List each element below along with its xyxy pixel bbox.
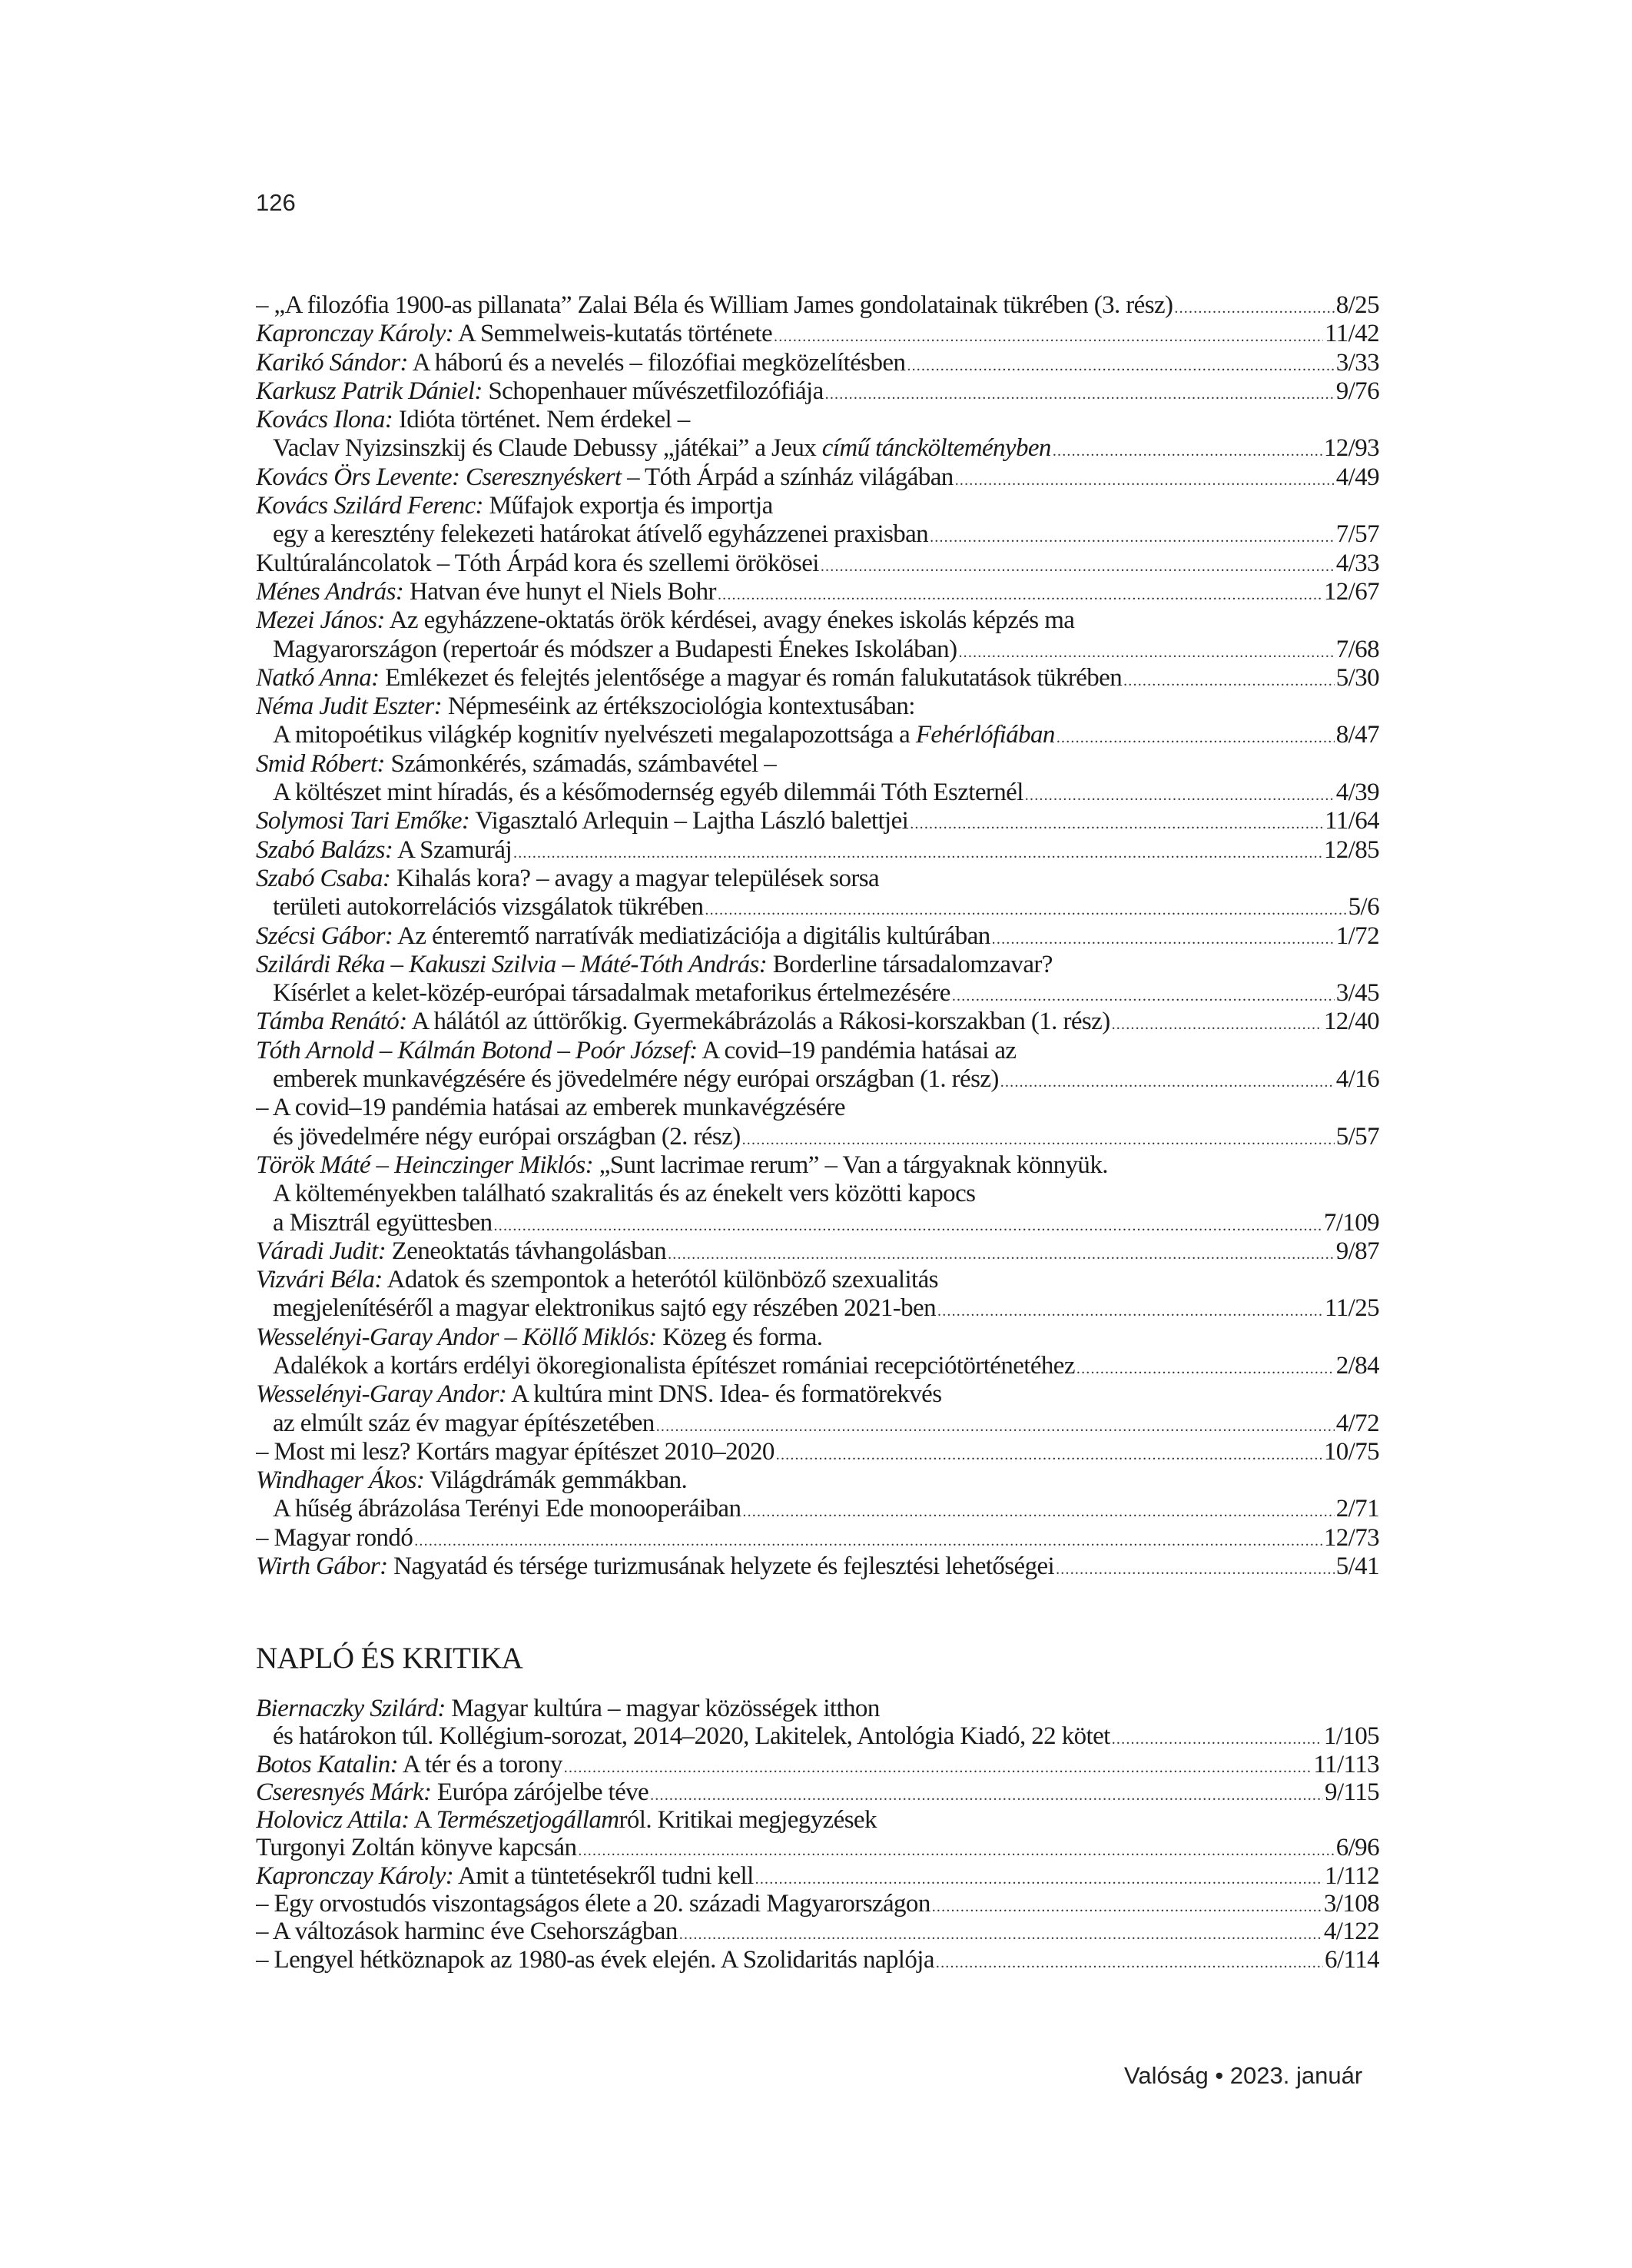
entry-title: – Lengyel hétköznapok az 1980-as évek elején. A Szolidaritás naplója [256, 1945, 934, 1974]
entry-text [256, 1323, 822, 1352]
entry-title: Magyarországon (repertoár és módszer a Budapesti Énekes Iskolában) [273, 635, 957, 663]
dot-leader [1056, 724, 1335, 749]
entry-text [256, 1722, 1110, 1750]
entry-issue-page: 11/64 [1325, 807, 1379, 835]
entry-author: Smid Róbert: [256, 749, 385, 778]
entry-title: A hálától az úttörőkig. Gyermekábrázolás a Rákosi-korszakban (1. rész) [406, 1008, 1110, 1036]
toc-entry [256, 406, 1379, 434]
entry-text [256, 520, 928, 549]
toc-entry [256, 434, 1379, 463]
dot-leader [1174, 294, 1334, 320]
toc-entry [256, 1294, 1379, 1323]
entry-title: – A covid–19 pandémia hatásai az emberek munkavégzésére [256, 1094, 845, 1122]
entry-author: Támba Renátó: [256, 1008, 407, 1036]
entry-author: Wesselényi-Garay Andor: [256, 1380, 507, 1409]
entry-text [256, 1438, 775, 1466]
dot-leader [958, 639, 1334, 664]
toc-entry [256, 1008, 1379, 1036]
entry-author: Windhager Ákos: [256, 1466, 425, 1495]
entry-text [256, 1862, 754, 1890]
entry-author: Solymosi Tari Emőke: [256, 807, 470, 835]
entry-text [256, 750, 776, 779]
entry-title: A tér és a torony [398, 1750, 562, 1778]
entry-issue-page: 12/93 [1323, 434, 1379, 463]
entry-text [256, 1151, 1108, 1180]
entry-author: Tóth Arnold – Kálmán Botond – Poór József: [256, 1036, 698, 1064]
entry-title: Borderline társadalomzavar? [767, 950, 1053, 978]
entry-title: Vaclav Nyizsinszkij és Claude Debussy „játékai” a Jeux [273, 434, 822, 463]
entry-text [256, 1466, 687, 1495]
dot-leader [742, 1498, 1334, 1523]
entry-issue-page: 7/109 [1323, 1208, 1379, 1237]
entry-author: Wesselényi-Garay Andor – Köllő Miklós: [256, 1323, 657, 1351]
dot-leader [992, 925, 1335, 951]
entry-title: Adatok és szempontok a heterótól különböző szexualitás [382, 1266, 938, 1294]
toc-entry [256, 1466, 1379, 1495]
entry-issue-page: 4/16 [1335, 1065, 1379, 1094]
toc-entry [256, 1352, 1379, 1380]
toc-entry [256, 951, 1379, 979]
entry-text [256, 1524, 413, 1552]
entry-issue-page: 5/6 [1348, 893, 1379, 921]
toc-entry [256, 1834, 1379, 1861]
entry-text [256, 721, 1055, 749]
entry-issue-page: 6/114 [1325, 1945, 1379, 1974]
toc-entry [256, 1380, 1379, 1409]
entry-title: Világdrámák gemmákban. [424, 1466, 688, 1495]
entry-text [256, 1552, 1054, 1581]
toc-entry [256, 1209, 1379, 1237]
toc-entry [256, 979, 1379, 1008]
entry-text [256, 377, 824, 406]
entry-author: Ménes András: [256, 577, 404, 606]
entry-text [256, 1806, 877, 1834]
entry-issue-page: 8/25 [1335, 291, 1379, 319]
dot-leader [650, 1782, 1323, 1806]
dot-leader [936, 1949, 1323, 1974]
toc-entry [256, 1037, 1379, 1065]
toc-entry [256, 1323, 1379, 1352]
entry-issue-page: 10/75 [1323, 1437, 1379, 1466]
toc-entry [256, 1862, 1379, 1890]
entry-issue-page: 11/25 [1325, 1294, 1379, 1323]
dot-leader [1076, 1355, 1335, 1380]
dot-leader [776, 1441, 1322, 1466]
entry-issue-page: 11/42 [1325, 320, 1379, 348]
entry-text [256, 1237, 666, 1266]
entry-title: Amit a tüntetésekről tudni kell [453, 1861, 754, 1890]
entry-text [256, 1834, 576, 1861]
table-of-contents-main [256, 291, 1379, 1581]
toc-entry [256, 1778, 1379, 1806]
section-heading: NAPLÓ ÉS KRITIKA [256, 1642, 523, 1675]
entry-text [256, 779, 1023, 807]
entry-title: Nagyatád és térsége turizmusának helyzete és fejlesztési lehetőségei [387, 1552, 1055, 1581]
dot-leader [1123, 667, 1335, 692]
dot-leader [1000, 1068, 1335, 1094]
toc-entry [256, 893, 1379, 921]
entry-title: Hatvan éve hunyt el Niels Bohr [403, 577, 716, 606]
dot-leader [825, 380, 1335, 406]
entry-text [256, 692, 915, 721]
toc-entry [256, 1890, 1379, 1918]
entry-text [256, 1380, 941, 1409]
entry-title: egy a keresztény felekezeti határokat átívelő egyházzenei praxisban [273, 520, 929, 549]
toc-entry [256, 922, 1379, 951]
entry-issue-page: 12/73 [1323, 1523, 1379, 1552]
entry-text [256, 1778, 648, 1806]
toc-entry [256, 865, 1379, 893]
toc-entry [256, 1410, 1379, 1438]
entry-issue-page: 9/76 [1335, 377, 1379, 405]
entry-title: emberek munkavégzésére és jövedelmére négy európai országban (1. rész) [273, 1065, 999, 1094]
toc-entry [256, 1695, 1379, 1722]
entry-issue-page: 7/68 [1335, 635, 1379, 663]
entry-issue-page: 12/85 [1323, 835, 1379, 864]
toc-entry [256, 807, 1379, 835]
entry-author: Biernaczky Szilárd: [256, 1695, 446, 1722]
entry-text [256, 979, 950, 1008]
entry-title: A költészet mint híradás, és a későmodernség egyéb dilemmái Tóth Eszternél [273, 779, 1023, 807]
entry-title: az elmúlt száz év magyar építészetében [273, 1409, 655, 1437]
entry-text [256, 1037, 1016, 1065]
entry-text [256, 578, 716, 606]
entry-text [256, 606, 1074, 635]
entry-author: Kovács Szilárd Ferenc: [256, 492, 483, 520]
toc-entry [256, 750, 1379, 779]
entry-title: Számonkérés, számadás, számbavétel – [384, 749, 777, 778]
toc-entry [256, 1438, 1379, 1466]
entry-author: Török Máté – Heinczinger Miklós: [256, 1151, 594, 1179]
toc-entry [256, 1237, 1379, 1266]
dot-leader [774, 323, 1323, 348]
entry-text [256, 1495, 741, 1523]
toc-entry [256, 520, 1379, 549]
entry-issue-page: 4/39 [1335, 779, 1379, 807]
entry-title: Kultúraláncolatok – Tóth Árpád kora és szellemi örökösei [256, 549, 819, 577]
entry-author: Wirth Gábor: [256, 1552, 388, 1581]
entry-author: Kapronczay Károly: [256, 320, 454, 348]
entry-text [256, 1918, 678, 1945]
dot-leader [1056, 1556, 1335, 1581]
toc-entry [256, 836, 1379, 865]
entry-text [256, 1946, 934, 1974]
dot-leader [955, 467, 1335, 492]
entry-title: A covid–19 pandémia hatásai az [697, 1036, 1017, 1064]
toc-entry [256, 1266, 1379, 1294]
entry-text [256, 1294, 936, 1323]
entry-text [256, 1209, 493, 1237]
entry-title: A háború és a nevelés – filozófiai megközelítésben [407, 348, 906, 377]
entry-text [256, 434, 1051, 463]
entry-issue-page: 11/113 [1313, 1750, 1379, 1778]
entry-text [256, 291, 1173, 320]
entry-title: Magyar kultúra – magyar közösségek itthon [445, 1695, 880, 1722]
entry-author: Szécsi Gábor: [256, 921, 393, 950]
entry-title: a Misztrál együttesben [273, 1208, 493, 1237]
entry-issue-page: 1/105 [1323, 1722, 1379, 1751]
entry-title: Kísérlet a kelet-közép-európai társadalmak metaforikus értelmezésére [273, 979, 950, 1008]
dot-leader [1053, 437, 1322, 463]
entry-title: Adalékok a kortárs erdélyi ökoregionalista építészet romániai recepciótörténetéhez [273, 1351, 1075, 1380]
page-number: 126 [256, 189, 296, 216]
toc-entry [256, 377, 1379, 406]
entry-title: Műfajok exportja és importja [483, 492, 773, 520]
toc-entry [256, 1552, 1379, 1581]
entry-title: A [409, 1806, 436, 1835]
entry-author: Karkusz Patrik Dániel: [256, 377, 483, 405]
entry-issue-page: 3/45 [1335, 979, 1379, 1008]
entry-title: Európa zárójelbe téve [431, 1778, 649, 1806]
dot-leader [1112, 1011, 1322, 1036]
dot-leader [821, 553, 1335, 578]
dot-leader [578, 1837, 1334, 1861]
toc-entry [256, 606, 1379, 635]
entry-issue-page: 4/122 [1323, 1918, 1379, 1946]
entry-issue-page: 5/41 [1335, 1552, 1379, 1581]
dot-leader [755, 1865, 1323, 1890]
toc-entry [256, 779, 1379, 807]
entry-author: Cseresnyés Márk: [256, 1778, 432, 1806]
toc-entry [256, 721, 1379, 749]
entry-author: Szilárdi Réka – Kakuszi Szilvia – Máté-Tóth András: [256, 950, 768, 978]
entry-title: – Most mi lesz? Kortárs magyar építészet 2010–2020 [256, 1437, 775, 1466]
entry-issue-page: 5/30 [1335, 663, 1379, 692]
entry-text [256, 1410, 655, 1438]
toc-entry [256, 1524, 1379, 1552]
entry-title: „Sunt lacrimae rerum” – Van a tárgyaknak könnyük. [593, 1151, 1108, 1179]
entry-issue-page: 9/87 [1335, 1237, 1379, 1265]
dot-leader [679, 1921, 1322, 1945]
toc-entry [256, 1065, 1379, 1094]
toc-entry [256, 692, 1379, 721]
entry-title: Természetjogállam [436, 1806, 619, 1835]
entry-author: Karikó Sándor: [256, 348, 408, 377]
table-of-contents-naplo-es-kritika [256, 1695, 1379, 1974]
toc-entry [256, 492, 1379, 520]
dot-leader [937, 1297, 1323, 1323]
dot-leader [932, 1893, 1322, 1918]
dot-leader [656, 1413, 1335, 1438]
entry-title: – Egy orvostudós viszontagságos élete a 20. századi Magyarországon [256, 1890, 930, 1918]
toc-entry [256, 349, 1379, 377]
entry-title: megjelenítéséről a magyar elektronikus sajtó egy részében 2021-ben [273, 1294, 936, 1323]
toc-entry [256, 320, 1379, 348]
entry-title: Vigasztaló Arlequin – Lajtha László balettjei [469, 807, 909, 835]
entry-title: A mitopoétikus világkép kognitív nyelvészeti megalapozottsága a [273, 721, 916, 749]
entry-issue-page: 2/71 [1335, 1495, 1379, 1523]
entry-title: Fehérlófiában [915, 721, 1055, 749]
entry-text [256, 1890, 930, 1918]
dot-leader [1112, 1725, 1322, 1750]
toc-entry [256, 1180, 1379, 1208]
entry-issue-page: 3/108 [1323, 1890, 1379, 1918]
entry-text [256, 1751, 562, 1778]
entry-title: Idióta történet. Nem érdekel – [393, 406, 690, 434]
entry-title: Turgonyi Zoltán könyve kapcsán [256, 1834, 577, 1862]
entry-title: című tánckölteményben [821, 434, 1051, 463]
dot-leader [513, 839, 1322, 865]
toc-entry [256, 1094, 1379, 1122]
entry-issue-page: 4/49 [1335, 463, 1379, 491]
entry-title: – Magyar rondó [256, 1523, 413, 1552]
entry-title: A Semmelweis-kutatás története [453, 320, 773, 348]
toc-entry [256, 664, 1379, 692]
dot-leader [705, 896, 1346, 921]
entry-author: Kovács Örs Levente: [256, 463, 460, 491]
entry-title: Kihalás kora? – avagy a magyar települések sorsa [390, 864, 880, 892]
entry-author: Botos Katalin: [256, 1750, 399, 1778]
dot-leader [742, 1126, 1335, 1151]
toc-entry [256, 463, 1379, 492]
entry-text [256, 893, 703, 921]
entry-issue-page: 2/84 [1335, 1351, 1379, 1380]
dot-leader [414, 1527, 1322, 1552]
entry-title: A kultúra mint DNS. Idea- és formatörekvés [506, 1380, 942, 1409]
entry-title: és jövedelmére négy európai országban (2. rész) [273, 1122, 741, 1151]
entry-text [256, 1695, 880, 1722]
entry-issue-page: 3/33 [1335, 348, 1379, 377]
entry-text [256, 550, 819, 578]
entry-text [256, 664, 1122, 692]
entry-issue-page: 9/115 [1325, 1778, 1379, 1806]
entry-text [256, 406, 690, 434]
footer-publication-date: Valóság • 2023. január [1124, 2062, 1363, 2089]
toc-entry [256, 1751, 1379, 1778]
toc-entry [256, 1123, 1379, 1151]
entry-title: és határokon túl. Kollégium-sorozat, 2014–2020, Lakitelek, Antológia Kiadó, 22 kötet [273, 1722, 1110, 1751]
entry-title: Zeneoktatás távhangolásban [386, 1237, 667, 1265]
toc-entry [256, 1722, 1379, 1750]
dot-leader [910, 810, 1323, 835]
entry-text [256, 807, 908, 835]
entry-text [256, 1123, 741, 1151]
entry-author: Mezei János: [256, 606, 385, 635]
dot-leader [494, 1212, 1322, 1237]
entry-title: – A változások harminc éve Csehországban [256, 1918, 678, 1946]
entry-issue-page: 1/112 [1325, 1861, 1379, 1890]
toc-entry [256, 636, 1379, 664]
entry-title: A Szamuráj [393, 835, 512, 864]
entry-title: Emlékezet és felejtés jelentősége a magyar és román falukutatások tükrében [379, 663, 1123, 692]
entry-title: Közeg és forma. [656, 1323, 823, 1351]
entry-text [256, 636, 957, 664]
entry-issue-page: 4/72 [1335, 1409, 1379, 1437]
entry-text [256, 320, 772, 348]
entry-text [256, 836, 512, 865]
toc-entry [256, 1918, 1379, 1945]
entry-issue-page: 5/57 [1335, 1122, 1379, 1151]
entry-text [256, 1266, 938, 1294]
entry-text [256, 1352, 1075, 1380]
entry-title: ról. Kritikai megjegyzések [619, 1806, 877, 1835]
entry-title: Népmeséink az értékszociológia kontextusában: [442, 692, 915, 721]
entry-issue-page: 7/57 [1335, 520, 1379, 549]
entry-title: – Tóth Árpád a színház világában [621, 463, 954, 491]
dot-leader [668, 1240, 1335, 1266]
entry-issue-page: 6/96 [1335, 1834, 1379, 1862]
entry-text [256, 349, 905, 377]
entry-text [256, 1008, 1110, 1036]
dot-leader [1025, 782, 1335, 807]
entry-author: Kovács Ilona: [256, 406, 393, 434]
entry-text [256, 463, 954, 492]
entry-text [256, 922, 990, 951]
entry-text [256, 865, 879, 893]
entry-title: Cseresznyéskert [459, 463, 622, 491]
entry-text [256, 1180, 975, 1208]
toc-entry [256, 578, 1379, 606]
toc-entry [256, 1495, 1379, 1523]
entry-title: Schopenhauer művészetfilozófiája [482, 377, 824, 405]
dot-leader [564, 1754, 1312, 1778]
entry-text [256, 951, 1053, 979]
entry-text [256, 492, 773, 520]
entry-title: A költeményekben található szakralitás és az énekelt vers közötti kapocs [273, 1180, 976, 1208]
dot-leader [952, 982, 1335, 1008]
entry-text [256, 1065, 999, 1094]
entry-text [256, 1094, 845, 1122]
toc-entry [256, 1946, 1379, 1974]
entry-issue-page: 8/47 [1335, 721, 1379, 749]
dot-leader [907, 352, 1334, 377]
entry-title: Az egyházzene-oktatás örök kérdései, avagy énekes iskolás képzés ma [384, 606, 1075, 635]
entry-author: Szabó Csaba: [256, 864, 391, 892]
entry-issue-page: 1/72 [1335, 921, 1379, 950]
entry-author: Szabó Balázs: [256, 835, 393, 864]
entry-issue-page: 4/33 [1335, 549, 1379, 577]
entry-author: Váradi Judit: [256, 1237, 386, 1265]
entry-issue-page: 12/67 [1323, 577, 1379, 606]
entry-title: területi autokorrelációs vizsgálatok tükrében [273, 893, 704, 921]
entry-title: Az énteremtő narratívák mediatizációja a digitális kultúrában [393, 921, 990, 950]
entry-author: Vizvári Béla: [256, 1266, 383, 1294]
entry-author: Néma Judit Eszter: [256, 692, 443, 721]
toc-entry [256, 291, 1379, 320]
entry-title: – „A filozófia 1900-as pillanata” Zalai Béla és William James gondolatainak tükrében (3. rész) [256, 291, 1173, 319]
entry-issue-page: 12/40 [1323, 1008, 1379, 1036]
dot-leader [930, 523, 1335, 549]
toc-entry [256, 550, 1379, 578]
toc-entry [256, 1151, 1379, 1180]
dot-leader [718, 581, 1322, 606]
entry-title: A hűség ábrázolása Terényi Ede monooperáiban [273, 1495, 741, 1523]
toc-entry [256, 1806, 1379, 1834]
entry-author: Holovicz Attila: [256, 1806, 410, 1835]
entry-author: Kapronczay Károly: [256, 1861, 454, 1890]
entry-author: Natkó Anna: [256, 663, 380, 692]
